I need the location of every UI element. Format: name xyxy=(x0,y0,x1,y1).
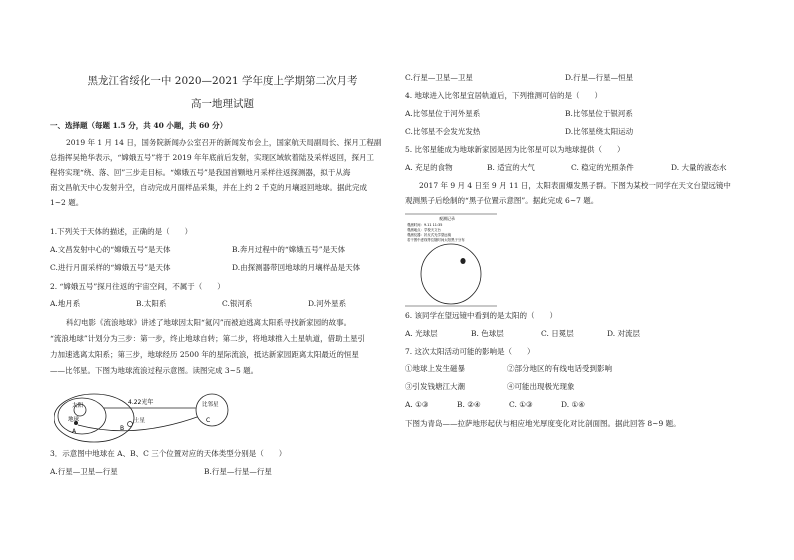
diagram-title: 观测记录 xyxy=(439,216,455,221)
q1-option-b: B.奔月过程中的“嫦娥五号”是天体 xyxy=(232,245,346,254)
passage2-line: “流浪地球”计划分为三步：第一步，终止地球自转；第二步，将地球推入土星轨道，借助土星引 xyxy=(50,334,366,343)
question-3-stem: 3．示意图中地球在 A、B、C 三个位置对应的天体类型分别是（ ） xyxy=(50,449,287,458)
q2-option-d: D.河外星系 xyxy=(308,299,347,308)
exam-subtitle: 高一地理试题 xyxy=(191,98,254,110)
saturn-icon xyxy=(128,422,133,427)
diagram-info-line: 观测仪器：折反式光学望远镜 xyxy=(407,233,452,237)
q2-option-a: A.地月系 xyxy=(50,299,81,308)
point-b-label: B xyxy=(120,425,125,432)
question-1-stem: 1.下列关于天体的描述，正确的是（ ） xyxy=(50,227,193,236)
sun-disk xyxy=(421,244,481,304)
proxima-label: 比邻星 xyxy=(202,402,219,408)
q6-option-b: B. 色球层 xyxy=(471,329,504,338)
q7-item-4: ④可能出现极光现象 xyxy=(507,382,575,391)
question-4-stem: 4. 地球进入比邻星宜居轨道后，下列推测可信的是（ ） xyxy=(405,91,603,100)
section-heading: 一、选择题（每题 1.5 分，共 40 小题，共 60 分） xyxy=(50,121,228,130)
passage1-line: 2019 年 1 月 14 日，国务院新闻办公室召开的新闻发布会上，国家航天局副局长、探月工程副 xyxy=(66,138,382,147)
passage3-line: 2017 年 9 月 4 日至 9 月 11 日，太阳表面爆发黑子群。下图为某校一同学在天文台望远镜中 xyxy=(419,181,731,190)
q4-option-b: B.比邻星位于银河系 xyxy=(565,109,633,118)
proxima-system xyxy=(196,394,228,426)
q7-option-b: B. ②④ xyxy=(457,400,481,409)
passage3-line: 观测黑子后绘制的“黑子位置示意图”。据此完成 6~7 题。 xyxy=(405,196,599,205)
point-c-label: C xyxy=(206,417,211,424)
saturn-orbit xyxy=(54,394,134,442)
sunspot-diagram xyxy=(405,212,497,308)
q6-option-a: A. 光球层 xyxy=(405,329,438,338)
q7-option-c: C. ①③ xyxy=(509,400,533,409)
sun-label: 太阳 xyxy=(72,403,84,409)
passage2-line: 科幻电影《流浪地球》讲述了地球因太阳“氦闪”而被迫逃离太阳系寻找新家园的故事。 xyxy=(66,318,352,327)
saturn-label: 土星 xyxy=(134,418,146,424)
q4-option-d: D.比邻星绕太阳运动 xyxy=(565,127,634,136)
point-a-label: A xyxy=(72,428,77,435)
passage4-line: 下图为青岛——拉萨地形起伏与相应地光厚度变化对比剖面图。据此回答 8~9 题。 xyxy=(405,419,681,428)
earth-label: 地球 xyxy=(68,417,80,423)
question-6-stem: 6. 该同学在望远镜中看到的是太阳的（ ） xyxy=(405,311,558,320)
sunspot-mark xyxy=(460,258,465,264)
q7-item-1: ①地球上发生磁暴 xyxy=(405,364,465,373)
q4-option-a: A.比邻星位于河外星系 xyxy=(405,109,481,118)
q5-option-a: A. 充足的食物 xyxy=(405,163,453,172)
diagram-info-line: 若干图中虚线等位随时间太阳黑子分布 xyxy=(407,238,465,242)
question-5-stem: 5. 比邻星能成为地球新家园是因为比邻星可以为地球提供（ ） xyxy=(405,145,625,154)
passage1-line: 南文昌航天中心发射升空，自动完成月面样品采集，并在上约 2 千克的月壤返回地球。据此完成 xyxy=(50,183,368,192)
passage1-line: 1~2 题。 xyxy=(50,198,84,207)
passage2-line: 力加速逃离太阳系；第三步，地球经历 2500 年的星际流浪，抵达新家园距离太阳最近的恒星 xyxy=(50,350,359,359)
q1-option-c: C.进行月面采样的“嫦娥五号”是天体 xyxy=(50,263,171,272)
diagram-info-line: 观测时间：9.11 11:35 xyxy=(407,223,443,227)
q1-option-a: A.文昌发射中心的“嫦娥五号”是天体 xyxy=(50,245,171,254)
q7-option-a: A. ①③ xyxy=(405,400,429,409)
q3-option-b: B.行星—行星—行星 xyxy=(204,467,272,476)
distance-label: 4.22光年 xyxy=(128,399,154,406)
q7-item-3: ③引发钱塘江大潮 xyxy=(405,382,465,391)
question-7-stem: 7. 这次太阳活动可能的影响是（ ） xyxy=(405,347,535,356)
question-2-stem: 2. “嫦娥五号”探月往返的宇宙空间，不属于（ ） xyxy=(50,282,225,291)
passage1-line: 总指挥吴艳华表示，“嫦娥五号”将于 2019 年年底前后发射，实现区域软着陆及采样返回，探月工 xyxy=(50,153,375,162)
passage1-line: 程将实现“绕、落、回”三步走目标。“嫦娥五号”是我国首颗地月采样往返探测器，拟于从海 xyxy=(50,168,351,177)
q6-option-d: D. 对流层 xyxy=(607,329,641,338)
q1-option-d: D.由探测器带回地球的月壤样品是天体 xyxy=(232,263,361,272)
wandering-earth-diagram xyxy=(54,386,244,444)
exam-title: 黑龙江省绥化一中 2020—2021 学年度上学期第二次月考 xyxy=(87,75,358,87)
q3-option-a: A.行星—卫星—行星 xyxy=(50,467,118,476)
diagram-info-line: 观测地点：学校天文台 xyxy=(407,228,441,232)
q4-option-c: C.比邻星不会发光发热 xyxy=(405,127,481,136)
q5-option-b: B. 适宜的大气 xyxy=(487,163,535,172)
q6-option-c: C. 日冕层 xyxy=(541,329,574,338)
passage2-line: ——比邻星。下图为地球流浪过程示意图。读图完成 3~5 题。 xyxy=(50,366,259,375)
q3-option-c: C.行星—卫星—卫星 xyxy=(405,73,473,82)
q7-item-2: ②部分地区的有线电话受到影响 xyxy=(507,364,612,373)
q5-option-c: C. 稳定的光照条件 xyxy=(571,163,634,172)
q3-option-d: D.行星—行星—恒星 xyxy=(565,73,634,82)
q5-option-d: D. 大量的液态水 xyxy=(671,163,727,172)
q2-option-b: B.太阳系 xyxy=(136,299,167,308)
q2-option-c: C.银河系 xyxy=(222,299,253,308)
q7-option-d: D. ①④ xyxy=(561,400,585,409)
